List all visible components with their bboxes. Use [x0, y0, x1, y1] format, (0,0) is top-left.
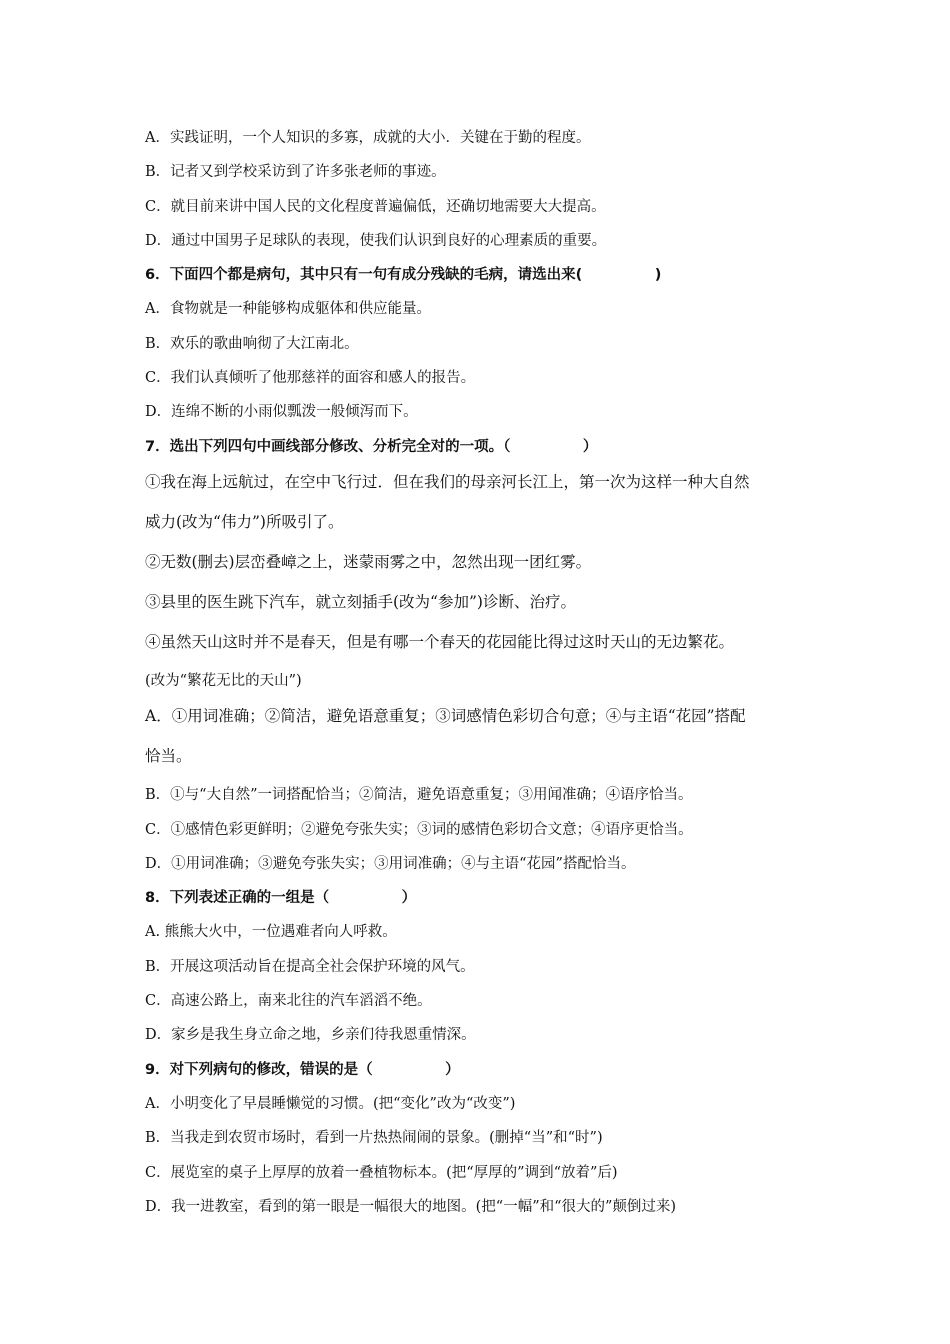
q7-item-2: ②无数(删去)层峦叠嶂之上，迷蒙雨雾之中，忽然出现一团红雾。 — [145, 552, 592, 571]
q9-option-a: A．小明变化了早晨睡懒觉的习惯。(把“变化”改为“改变”) — [145, 1095, 516, 1112]
q7-option-c: C．①感情色彩更鲜明；②避免夸张失实；③词的感情色彩切合文意；④语序更恰当。 — [145, 821, 693, 838]
q7-option-b: B．①与“大自然”一词搭配恰当；②简洁，避免语意重复；③用闻准确；④语序恰当。 — [145, 787, 693, 804]
option-line: D．通过中国男子足球队的表现，使我们认识到良好的心理素质的重要。 — [145, 232, 607, 249]
option-line: B．记者又到学校采访到了许多张老师的事迹。 — [145, 164, 446, 181]
question-6-title: 6．下面四个都是病句，其中只有一句有成分残缺的毛病，请选出来( ) — [145, 267, 662, 284]
q7-item-4: ④虽然天山这时并不是春天，但是有哪一个春天的花园能比得过这时天山的无边繁花。 — [145, 632, 735, 651]
q7-item-1-cont: 威力(改为“伟力”)所吸引了。 — [145, 512, 344, 531]
q7-option-a: A．①用词准确；②简洁，避免语意重复；③词感情色彩切合句意；④与主语“花园”搭配 — [145, 707, 746, 726]
q7-item-4-note: (改为“繁花无比的天山”) — [145, 672, 302, 689]
q7-item-1: ①我在海上远航过，在空中飞行过．但在我们的母亲河长江上，第一次为这样一种大自然 — [145, 472, 750, 491]
q8-option-c: C．高速公路上，南来北往的汽车滔滔不绝。 — [145, 993, 432, 1010]
q8-option-a: A. 熊熊大火中，一位遇难者向人呼救。 — [145, 924, 397, 941]
q9-option-c: C．展览室的桌子上厚厚的放着一叠植物标本。(把“厚厚的”调到“放着”后) — [145, 1164, 618, 1181]
q7-item-3: ③县里的医生跳下汽车，就立刻插手(改为“参加”)诊断、治疗。 — [145, 592, 576, 611]
q7-option-d: D．①用词准确；③避免夸张失实；③用词准确；④与主语“花园”搭配恰当。 — [145, 855, 636, 872]
question-8-title: 8．下列表述正确的一组是（ ） — [145, 890, 417, 907]
q6-option-d: D．连绵不断的小雨似瓢泼一般倾泻而下。 — [145, 404, 418, 421]
q6-option-a: A．食物就是一种能够构成躯体和供应能量。 — [145, 301, 431, 318]
q8-option-d: D．家乡是我生身立命之地，乡亲们待我恩重情深。 — [145, 1027, 476, 1044]
question-9-title: 9．对下列病句的修改，错误的是（ ） — [145, 1061, 460, 1078]
q9-option-d: D．我一进教室，看到的第一眼是一幅很大的地图。(把“一幅”和“很大的”颠倒过来) — [145, 1198, 677, 1215]
option-line: A．实践证明，一个人知识的多寡，成就的大小．关键在于勤的程度。 — [145, 130, 591, 146]
q6-option-b: B．欢乐的歌曲响彻了大江南北。 — [145, 335, 359, 352]
q8-option-b: B．开展这项活动旨在提高全社会保护环境的风气。 — [145, 958, 475, 975]
option-line: C．就目前来讲中国人民的文化程度普遍偏低，还确切地需要大大提高。 — [145, 198, 606, 215]
document-page — [145, 124, 825, 1227]
q7-option-a-cont: 恰当。 — [145, 747, 192, 766]
q6-option-c: C．我们认真倾听了他那慈祥的面容和感人的报告。 — [145, 370, 476, 387]
q9-option-b: B．当我走到农贸市场时，看到一片热热闹闹的景象。(删掉“当”和“时”) — [145, 1130, 603, 1147]
question-7-title: 7．选出下列四句中画线部分修改、分析完全对的一项。（ ） — [145, 438, 598, 455]
